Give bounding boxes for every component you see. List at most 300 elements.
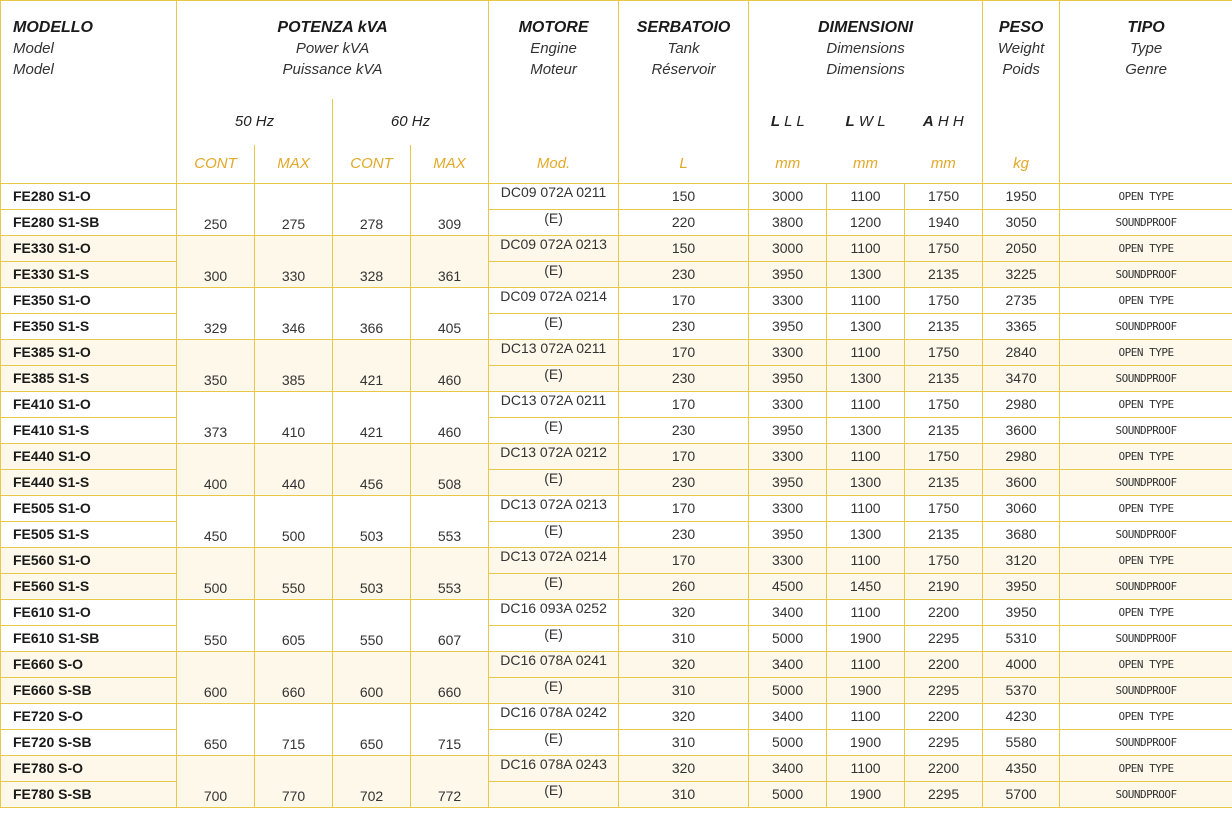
type-cell: OPEN TYPE (1060, 339, 1232, 365)
type-cell: SOUNDPROOF (1060, 469, 1232, 495)
model-cell: FE330 S1-S (1, 261, 177, 287)
height-cell: 1750 (905, 339, 983, 365)
model-cell: FE660 S-O (1, 651, 177, 677)
weight-cell: 5370 (983, 677, 1060, 703)
length-cell: 3300 (749, 443, 827, 469)
kva-cont-60-cell: 328 (333, 235, 411, 287)
kva-max-50-cell: 770 (255, 755, 333, 807)
header-engine-fr: Moteur (530, 61, 577, 78)
weight-cell: 3225 (983, 261, 1060, 287)
kva-max-50-cell: 440 (255, 443, 333, 495)
height-cell: 2295 (905, 677, 983, 703)
engine-model-cell: DC13 072A 0213 (489, 495, 619, 521)
tank-cell: 320 (619, 755, 749, 781)
kva-max-50-cell: 330 (255, 235, 333, 287)
weight-cell: 3680 (983, 521, 1060, 547)
height-cell: 2135 (905, 417, 983, 443)
tank-cell: 310 (619, 677, 749, 703)
type-cell: SOUNDPROOF (1060, 417, 1232, 443)
table-header (1, 1, 1232, 184)
height-cell: 1750 (905, 443, 983, 469)
type-cell: SOUNDPROOF (1060, 729, 1232, 755)
table-row (1, 235, 1232, 261)
unit-max-60: MAX (411, 145, 489, 184)
height-cell: 2200 (905, 599, 983, 625)
height-cell: 2135 (905, 469, 983, 495)
model-cell: FE505 S1-S (1, 521, 177, 547)
engine-model-cell: DC16 078A 0241 (489, 651, 619, 677)
engine-model-cell: DC09 072A 0214 (489, 287, 619, 313)
kva-cont-60-cell: 550 (333, 599, 411, 651)
header-dimensions-it: DIMENSIONI (818, 19, 914, 36)
header-tank (619, 1, 749, 145)
height-cell: 2295 (905, 625, 983, 651)
width-cell: 1300 (827, 365, 905, 391)
kva-cont-50-cell: 700 (177, 755, 255, 807)
tank-cell: 170 (619, 495, 749, 521)
header-type-en: Type (1129, 40, 1163, 57)
length-cell: 3950 (749, 521, 827, 547)
type-cell: SOUNDPROOF (1060, 313, 1232, 339)
weight-cell: 3470 (983, 365, 1060, 391)
kva-max-50-cell: 410 (255, 391, 333, 443)
kva-cont-60-cell: 503 (333, 547, 411, 599)
kva-cont-50-cell: 400 (177, 443, 255, 495)
width-cell: 1300 (827, 261, 905, 287)
width-cell: 1450 (827, 573, 905, 599)
length-cell: 3400 (749, 651, 827, 677)
model-cell: FE610 S1-SB (1, 625, 177, 651)
length-cell: 3800 (749, 209, 827, 235)
model-cell: FE440 S1-O (1, 443, 177, 469)
header-weight-en: Weight (997, 40, 1045, 57)
unit-max-50: MAX (255, 145, 333, 184)
kva-max-60-cell: 607 (411, 599, 489, 651)
width-cell: 1100 (827, 495, 905, 521)
unit-model-empty (1, 145, 177, 184)
length-cell: 5000 (749, 781, 827, 807)
engine-model-cell: DC16 078A 0243 (489, 755, 619, 781)
engine-suffix-cell: (E) (489, 365, 619, 391)
kva-cont-60-cell: 278 (333, 183, 411, 235)
header-50hz: 50 Hz (177, 99, 333, 145)
type-cell: SOUNDPROOF (1060, 209, 1232, 235)
type-cell: OPEN TYPE (1060, 755, 1232, 781)
weight-cell: 4230 (983, 703, 1060, 729)
type-cell: SOUNDPROOF (1060, 261, 1232, 287)
kva-max-50-cell: 715 (255, 703, 333, 755)
height-cell: 2135 (905, 365, 983, 391)
width-cell: 1100 (827, 235, 905, 261)
type-cell: OPEN TYPE (1060, 599, 1232, 625)
weight-cell: 3600 (983, 469, 1060, 495)
weight-cell: 5700 (983, 781, 1060, 807)
model-cell: FE505 S1-O (1, 495, 177, 521)
height-cell: 2200 (905, 755, 983, 781)
dim-width-bold: L (845, 113, 855, 130)
engine-suffix-cell: (E) (489, 469, 619, 495)
header-tank-it: SERBATOIO (636, 19, 731, 36)
kva-max-60-cell: 715 (411, 703, 489, 755)
weight-cell: 2980 (983, 391, 1060, 417)
table-body (1, 183, 1232, 807)
dim-width-rest: W L (854, 113, 886, 130)
width-cell: 1100 (827, 599, 905, 625)
unit-engine: Mod. (489, 145, 619, 184)
type-cell: SOUNDPROOF (1060, 677, 1232, 703)
header-dimensions (749, 1, 983, 99)
kva-cont-60-cell: 650 (333, 703, 411, 755)
model-cell: FE780 S-SB (1, 781, 177, 807)
type-cell: OPEN TYPE (1060, 651, 1232, 677)
header-weight (983, 1, 1060, 145)
model-cell: FE780 S-O (1, 755, 177, 781)
width-cell: 1100 (827, 443, 905, 469)
header-dim-width (827, 99, 905, 145)
height-cell: 2295 (905, 781, 983, 807)
width-cell: 1100 (827, 183, 905, 209)
table-row (1, 599, 1232, 625)
width-cell: 1100 (827, 287, 905, 313)
header-engine-it: MOTORE (518, 19, 589, 36)
unit-cont-60: CONT (333, 145, 411, 184)
header-type (1060, 1, 1232, 145)
model-cell: FE560 S1-O (1, 547, 177, 573)
model-cell: FE280 S1-SB (1, 209, 177, 235)
model-cell: FE385 S1-O (1, 339, 177, 365)
engine-model-cell: DC13 072A 0211 (489, 339, 619, 365)
header-dimensions-en: Dimensions (826, 40, 905, 57)
type-cell: OPEN TYPE (1060, 495, 1232, 521)
kva-max-60-cell: 553 (411, 495, 489, 547)
kva-max-60-cell: 361 (411, 235, 489, 287)
header-weight-fr: Poids (1002, 61, 1040, 78)
width-cell: 1300 (827, 417, 905, 443)
type-cell: OPEN TYPE (1060, 703, 1232, 729)
model-cell: FE350 S1-S (1, 313, 177, 339)
model-cell: FE350 S1-O (1, 287, 177, 313)
length-cell: 4500 (749, 573, 827, 599)
kva-max-50-cell: 660 (255, 651, 333, 703)
table-row (1, 339, 1232, 365)
tank-cell: 320 (619, 651, 749, 677)
engine-model-cell: DC16 093A 0252 (489, 599, 619, 625)
header-power-fr: Puissance kVA (282, 61, 383, 78)
length-cell: 3300 (749, 391, 827, 417)
header-tank-en: Tank (667, 40, 700, 57)
height-cell: 2190 (905, 573, 983, 599)
tank-cell: 230 (619, 469, 749, 495)
model-cell: FE440 S1-S (1, 469, 177, 495)
type-cell: OPEN TYPE (1060, 235, 1232, 261)
table-row (1, 183, 1232, 209)
type-cell: OPEN TYPE (1060, 547, 1232, 573)
table-row (1, 391, 1232, 417)
tank-cell: 170 (619, 391, 749, 417)
height-cell: 2135 (905, 261, 983, 287)
length-cell: 3950 (749, 417, 827, 443)
kva-max-60-cell: 405 (411, 287, 489, 339)
header-model-en: Model (13, 40, 54, 57)
weight-cell: 2050 (983, 235, 1060, 261)
kva-max-60-cell: 309 (411, 183, 489, 235)
dim-height-rest: H H (933, 113, 964, 130)
engine-model-cell: DC16 078A 0242 (489, 703, 619, 729)
weight-cell: 5310 (983, 625, 1060, 651)
type-cell: OPEN TYPE (1060, 443, 1232, 469)
engine-suffix-cell: (E) (489, 677, 619, 703)
kva-max-50-cell: 385 (255, 339, 333, 391)
kva-max-60-cell: 660 (411, 651, 489, 703)
height-cell: 1750 (905, 235, 983, 261)
table-row (1, 755, 1232, 781)
height-cell: 1940 (905, 209, 983, 235)
model-cell: FE720 S-O (1, 703, 177, 729)
tank-cell: 170 (619, 339, 749, 365)
weight-cell: 4350 (983, 755, 1060, 781)
engine-suffix-cell: (E) (489, 521, 619, 547)
type-cell: SOUNDPROOF (1060, 365, 1232, 391)
kva-max-60-cell: 508 (411, 443, 489, 495)
table-row (1, 287, 1232, 313)
engine-suffix-cell: (E) (489, 209, 619, 235)
type-cell: OPEN TYPE (1060, 287, 1232, 313)
header-dim-height (905, 99, 983, 145)
tank-cell: 230 (619, 365, 749, 391)
model-cell: FE660 S-SB (1, 677, 177, 703)
width-cell: 1100 (827, 651, 905, 677)
tank-cell: 150 (619, 183, 749, 209)
length-cell: 3300 (749, 287, 827, 313)
height-cell: 2295 (905, 729, 983, 755)
height-cell: 1750 (905, 391, 983, 417)
kva-cont-50-cell: 250 (177, 183, 255, 235)
type-cell: OPEN TYPE (1060, 183, 1232, 209)
kva-cont-60-cell: 421 (333, 339, 411, 391)
kva-cont-50-cell: 500 (177, 547, 255, 599)
engine-model-cell: DC13 072A 0212 (489, 443, 619, 469)
table-row (1, 495, 1232, 521)
width-cell: 1900 (827, 625, 905, 651)
engine-suffix-cell: (E) (489, 729, 619, 755)
kva-max-50-cell: 500 (255, 495, 333, 547)
tank-cell: 150 (619, 235, 749, 261)
weight-cell: 3950 (983, 573, 1060, 599)
weight-cell: 2735 (983, 287, 1060, 313)
tank-cell: 310 (619, 729, 749, 755)
engine-model-cell: DC13 072A 0214 (489, 547, 619, 573)
length-cell: 3000 (749, 183, 827, 209)
kva-max-60-cell: 772 (411, 755, 489, 807)
unit-cont-50: CONT (177, 145, 255, 184)
weight-cell: 1950 (983, 183, 1060, 209)
model-cell: FE330 S1-O (1, 235, 177, 261)
dim-length-rest: L L (780, 113, 805, 130)
engine-model-cell: DC09 072A 0213 (489, 235, 619, 261)
kva-max-50-cell: 346 (255, 287, 333, 339)
model-cell: FE385 S1-S (1, 365, 177, 391)
header-power (177, 1, 489, 99)
header-weight-it: PESO (998, 19, 1044, 36)
header-model (1, 1, 177, 145)
header-dim-length (749, 99, 827, 145)
kva-cont-60-cell: 456 (333, 443, 411, 495)
model-cell: FE610 S1-O (1, 599, 177, 625)
kva-cont-50-cell: 350 (177, 339, 255, 391)
kva-cont-60-cell: 366 (333, 287, 411, 339)
tank-cell: 230 (619, 521, 749, 547)
width-cell: 1900 (827, 781, 905, 807)
kva-max-50-cell: 275 (255, 183, 333, 235)
kva-cont-50-cell: 373 (177, 391, 255, 443)
tank-cell: 170 (619, 443, 749, 469)
height-cell: 2200 (905, 651, 983, 677)
length-cell: 3950 (749, 365, 827, 391)
unit-length: mm (749, 145, 827, 184)
kva-max-50-cell: 605 (255, 599, 333, 651)
height-cell: 1750 (905, 547, 983, 573)
width-cell: 1100 (827, 703, 905, 729)
kva-cont-60-cell: 600 (333, 651, 411, 703)
table-row (1, 547, 1232, 573)
height-cell: 1750 (905, 495, 983, 521)
kva-max-60-cell: 553 (411, 547, 489, 599)
tank-cell: 170 (619, 547, 749, 573)
length-cell: 5000 (749, 677, 827, 703)
kva-cont-60-cell: 421 (333, 391, 411, 443)
kva-cont-50-cell: 600 (177, 651, 255, 703)
model-cell: FE410 S1-S (1, 417, 177, 443)
length-cell: 3950 (749, 313, 827, 339)
tank-cell: 320 (619, 599, 749, 625)
weight-cell: 5580 (983, 729, 1060, 755)
engine-suffix-cell: (E) (489, 417, 619, 443)
unit-width: mm (827, 145, 905, 184)
type-cell: SOUNDPROOF (1060, 521, 1232, 547)
dim-length-bold: L (770, 113, 780, 130)
height-cell: 1750 (905, 183, 983, 209)
tank-cell: 220 (619, 209, 749, 235)
engine-suffix-cell: (E) (489, 261, 619, 287)
length-cell: 3300 (749, 547, 827, 573)
width-cell: 1200 (827, 209, 905, 235)
type-cell: SOUNDPROOF (1060, 573, 1232, 599)
kva-max-50-cell: 550 (255, 547, 333, 599)
length-cell: 3950 (749, 261, 827, 287)
width-cell: 1100 (827, 391, 905, 417)
unit-type-empty (1060, 145, 1232, 184)
length-cell: 5000 (749, 625, 827, 651)
tank-cell: 230 (619, 313, 749, 339)
width-cell: 1100 (827, 547, 905, 573)
model-cell: FE720 S-SB (1, 729, 177, 755)
engine-model-cell: DC13 072A 0211 (489, 391, 619, 417)
unit-tank: L (619, 145, 749, 184)
kva-max-60-cell: 460 (411, 391, 489, 443)
header-model-fr: Model (13, 61, 54, 78)
width-cell: 1900 (827, 677, 905, 703)
header-engine-en: Engine (530, 40, 577, 57)
tank-cell: 320 (619, 703, 749, 729)
width-cell: 1100 (827, 755, 905, 781)
header-model-it: MODELLO (13, 19, 93, 36)
weight-cell: 4000 (983, 651, 1060, 677)
height-cell: 2135 (905, 313, 983, 339)
kva-max-60-cell: 460 (411, 339, 489, 391)
kva-cont-50-cell: 550 (177, 599, 255, 651)
kva-cont-50-cell: 650 (177, 703, 255, 755)
height-cell: 1750 (905, 287, 983, 313)
model-cell: FE560 S1-S (1, 573, 177, 599)
tank-cell: 260 (619, 573, 749, 599)
height-cell: 2200 (905, 703, 983, 729)
engine-suffix-cell: (E) (489, 573, 619, 599)
type-cell: SOUNDPROOF (1060, 781, 1232, 807)
kva-cont-60-cell: 702 (333, 755, 411, 807)
height-cell: 2135 (905, 521, 983, 547)
tank-cell: 310 (619, 625, 749, 651)
table-row (1, 703, 1232, 729)
length-cell: 3950 (749, 469, 827, 495)
kva-cont-50-cell: 329 (177, 287, 255, 339)
model-cell: FE410 S1-O (1, 391, 177, 417)
unit-weight: kg (983, 145, 1060, 184)
weight-cell: 3060 (983, 495, 1060, 521)
tank-cell: 230 (619, 261, 749, 287)
kva-cont-50-cell: 450 (177, 495, 255, 547)
header-type-fr: Genre (1125, 61, 1167, 78)
engine-model-cell: DC09 072A 0211 (489, 183, 619, 209)
weight-cell: 3365 (983, 313, 1060, 339)
length-cell: 3300 (749, 339, 827, 365)
header-type-it: TIPO (1127, 19, 1165, 36)
tank-cell: 310 (619, 781, 749, 807)
width-cell: 1900 (827, 729, 905, 755)
weight-cell: 3600 (983, 417, 1060, 443)
header-60hz: 60 Hz (333, 99, 489, 145)
unit-height: mm (905, 145, 983, 184)
header-engine (489, 1, 619, 145)
header-power-it: POTENZA kVA (277, 19, 388, 36)
tank-cell: 230 (619, 417, 749, 443)
length-cell: 5000 (749, 729, 827, 755)
kva-cont-60-cell: 503 (333, 495, 411, 547)
width-cell: 1300 (827, 521, 905, 547)
width-cell: 1100 (827, 339, 905, 365)
width-cell: 1300 (827, 469, 905, 495)
type-cell: OPEN TYPE (1060, 391, 1232, 417)
engine-suffix-cell: (E) (489, 625, 619, 651)
length-cell: 3000 (749, 235, 827, 261)
table-row (1, 651, 1232, 677)
model-cell: FE280 S1-O (1, 183, 177, 209)
header-tank-fr: Réservoir (651, 61, 716, 78)
weight-cell: 3050 (983, 209, 1060, 235)
tank-cell: 170 (619, 287, 749, 313)
weight-cell: 2980 (983, 443, 1060, 469)
table-row (1, 443, 1232, 469)
weight-cell: 2840 (983, 339, 1060, 365)
width-cell: 1300 (827, 313, 905, 339)
type-cell: SOUNDPROOF (1060, 625, 1232, 651)
engine-suffix-cell: (E) (489, 781, 619, 807)
length-cell: 3400 (749, 703, 827, 729)
weight-cell: 3120 (983, 547, 1060, 573)
weight-cell: 3950 (983, 599, 1060, 625)
length-cell: 3400 (749, 755, 827, 781)
header-dimensions-fr: Dimensions (826, 61, 905, 78)
length-cell: 3300 (749, 495, 827, 521)
